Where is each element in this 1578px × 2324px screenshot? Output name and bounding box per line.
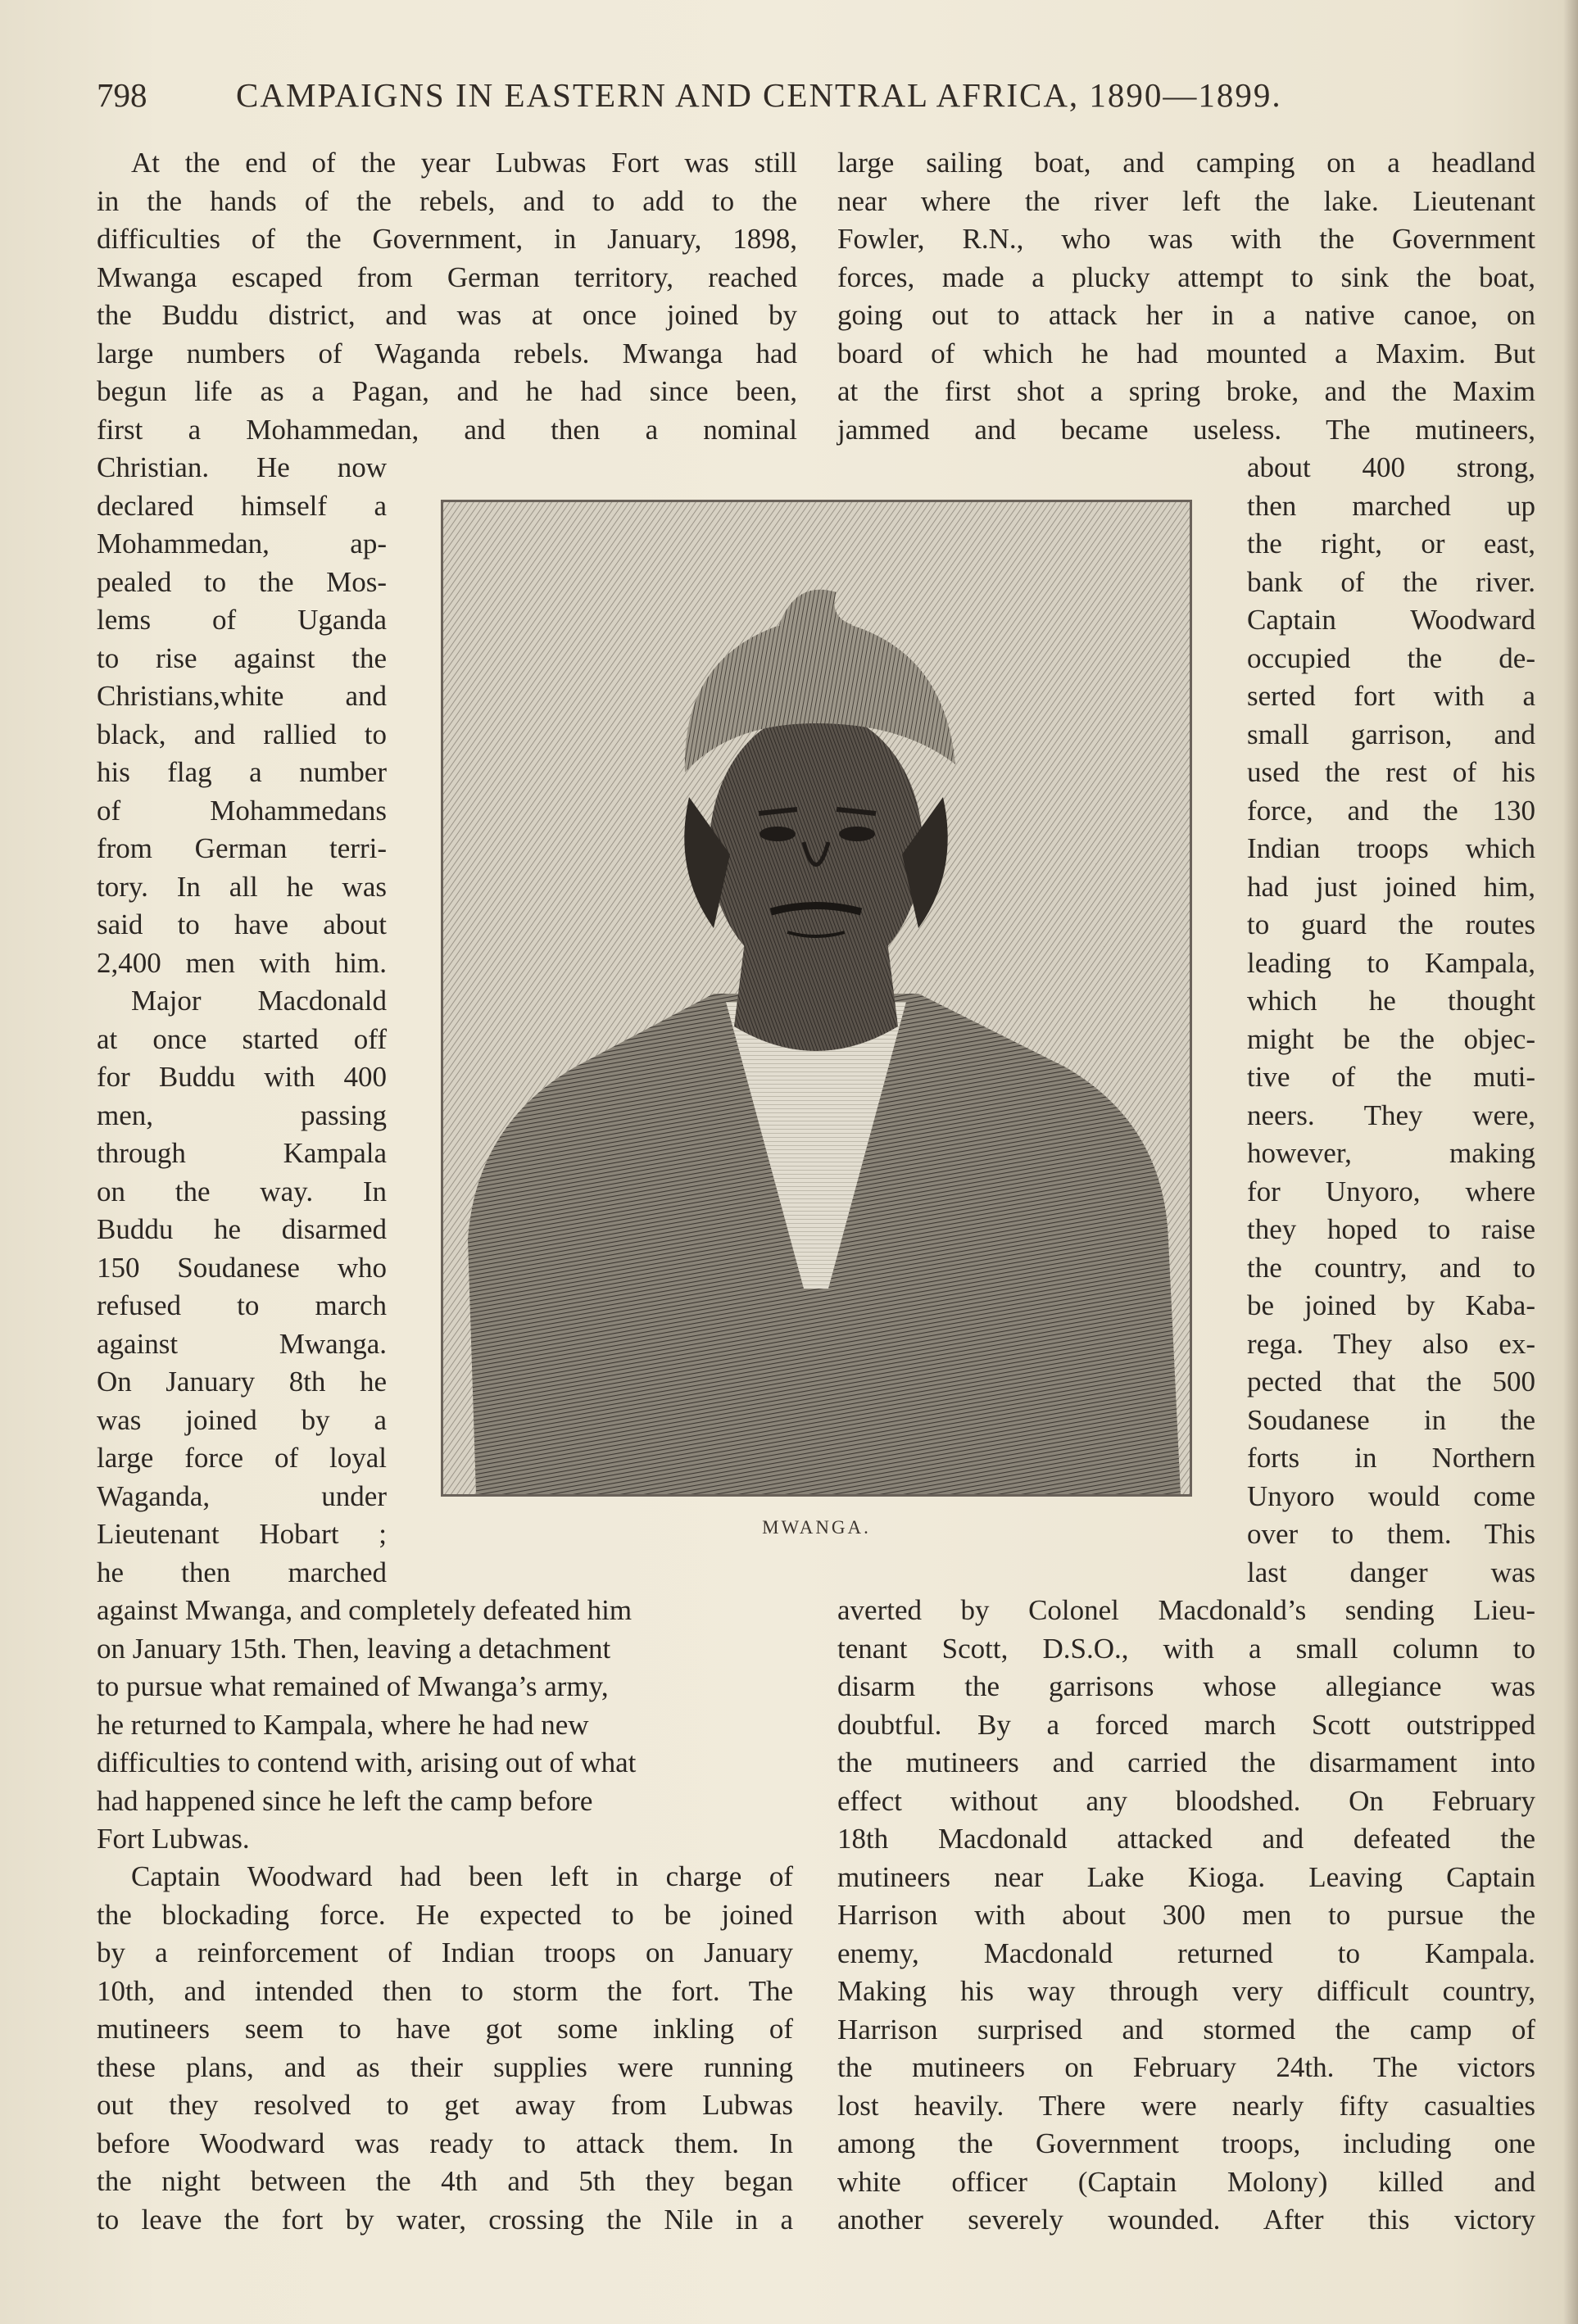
left-eye: [760, 827, 796, 841]
left-column-narrow-a: [97, 449, 387, 982]
running-header: [97, 75, 1408, 125]
right-column-narrow: [1247, 449, 1535, 1592]
paragraph-mwanga-declares: Christian. He now declared himself a Mohammedan, ap- pealed to the Mos- lems of Uganda to rise against the Christians,white and black, and rallied to his flag a number of Mohammedans from German terri- tory. In all he was said to have about 2,400 men with him.: [97, 451, 387, 979]
page-number: 798: [97, 76, 147, 114]
paragraph-woodward-blockade: Captain Woodward had been left in charge of the blockading force. He expected to be joined by a reinforcement of Indian troops on January 10th, and intended then to storm the fort. The mutineers seem to have got some inkling of these plans, and as their supplies were running out they resolved to get away from Lubwas before Woodward was ready to attack them. In the night between the 4th and 5th they began to leave the fort by water, crossing the Nile in a: [97, 1860, 793, 2236]
left-column-top: [97, 144, 797, 449]
page-gutter-shadow: [1563, 0, 1578, 2324]
paragraph-sailing-boat: large sailing boat, and camping on a headland near where the river left the lake. Lieutenant Fowler, R.N., who was with the Government forces, made a plucky attempt to sink the boat, going out to attack her in a native canoe, on board of which he had mounted a Maxim. But at the first shot a spring broke, and the Maxim jammed and became useless. The mutineers,: [837, 147, 1535, 446]
paragraph-scott-disarmament: averted by Colonel Macdonald’s sending Lieu- tenant Scott, D.S.O., with a small column to disarm the garrisons whose allegiance was doubtful. By a forced march Scott outstripped the mutineers and carried the disarmament into effect without any bloodshed. On February 18th Macdonald attacked and defeated the mutineers near Lake Kioga. Leaving Captain Harrison with about 300 men to pursue the enemy, Macdonald returned to Kampala. Making his way through very difficult country, Harrison surprised and stormed the camp of the mutineers on February 24th. The victors lost heavily. There were nearly fifty casualties among the Government troops, including one white officer (Captain Molony) killed and another severely wounded. After this victory: [837, 1594, 1535, 2236]
figure-caption: MWANGA.: [762, 1517, 871, 1538]
paragraph-defeat-mwanga: against Mwanga, and completely defeated him on January 15th. Then, leaving a detachment to pursue what remained of Mwanga’s army, he returned to Kampala, where he had new difficulties to contend with, arising out of what had happened since he left the camp before Fort Lubwas.: [97, 1594, 637, 1855]
portrait-figure: [441, 500, 1192, 1497]
face: [710, 711, 923, 981]
right-column-top: [837, 144, 1535, 449]
right-eye: [839, 827, 875, 841]
paragraph-mwanga-escape: At the end of the year Lubwas Fort was still in the hands of the rebels, and to add to the difficulties of the Government, in January, 1898, Mwanga escaped from German territory, reached the Buddu district, and was at once joined by large numbers of Waganda rebels. Mwanga had begun life as a Pagan, and he had since been, first a Mohammedan, and then a nominal: [97, 147, 797, 446]
left-column-bottom-a: [97, 1592, 793, 1859]
right-column-bottom: [837, 1592, 1535, 2240]
left-column-bottom-b: [97, 1858, 793, 2239]
left-column-narrow-b: [97, 982, 387, 1592]
running-title: CAMPAIGNS IN EASTERN AND CENTRAL AFRICA, 1890—1899.: [236, 76, 1282, 114]
paragraph-mutineers-march: about 400 strong, then marched up the right, or east, bank of the river. Captain Woodward occupied the de- serted fort with a small garrison, and used the rest of his force, and the 130 Indian troops which had just joined him, to guard the routes leading to Kampala, which he thought might be the objec- tive of the muti- neers. They were, however, making for Unyoro, where they hoped to raise the country, and to be joined by Kaba- rega. They also ex- pected that the 500 Soudanese in the forts in Northern Unyoro would come over to them. This last danger was: [1247, 451, 1535, 1588]
portrait-engraving: [443, 502, 1190, 1494]
paragraph-macdonald-march: Major Macdonald at once started off for Buddu with 400 men, passing through Kampala on the way. In Buddu he disarmed 150 Soudanese who refused to march against Mwanga. On January 8th he was joined by a large force of loyal Waganda, under Lieutenant Hobart ; he then marched: [97, 985, 387, 1588]
